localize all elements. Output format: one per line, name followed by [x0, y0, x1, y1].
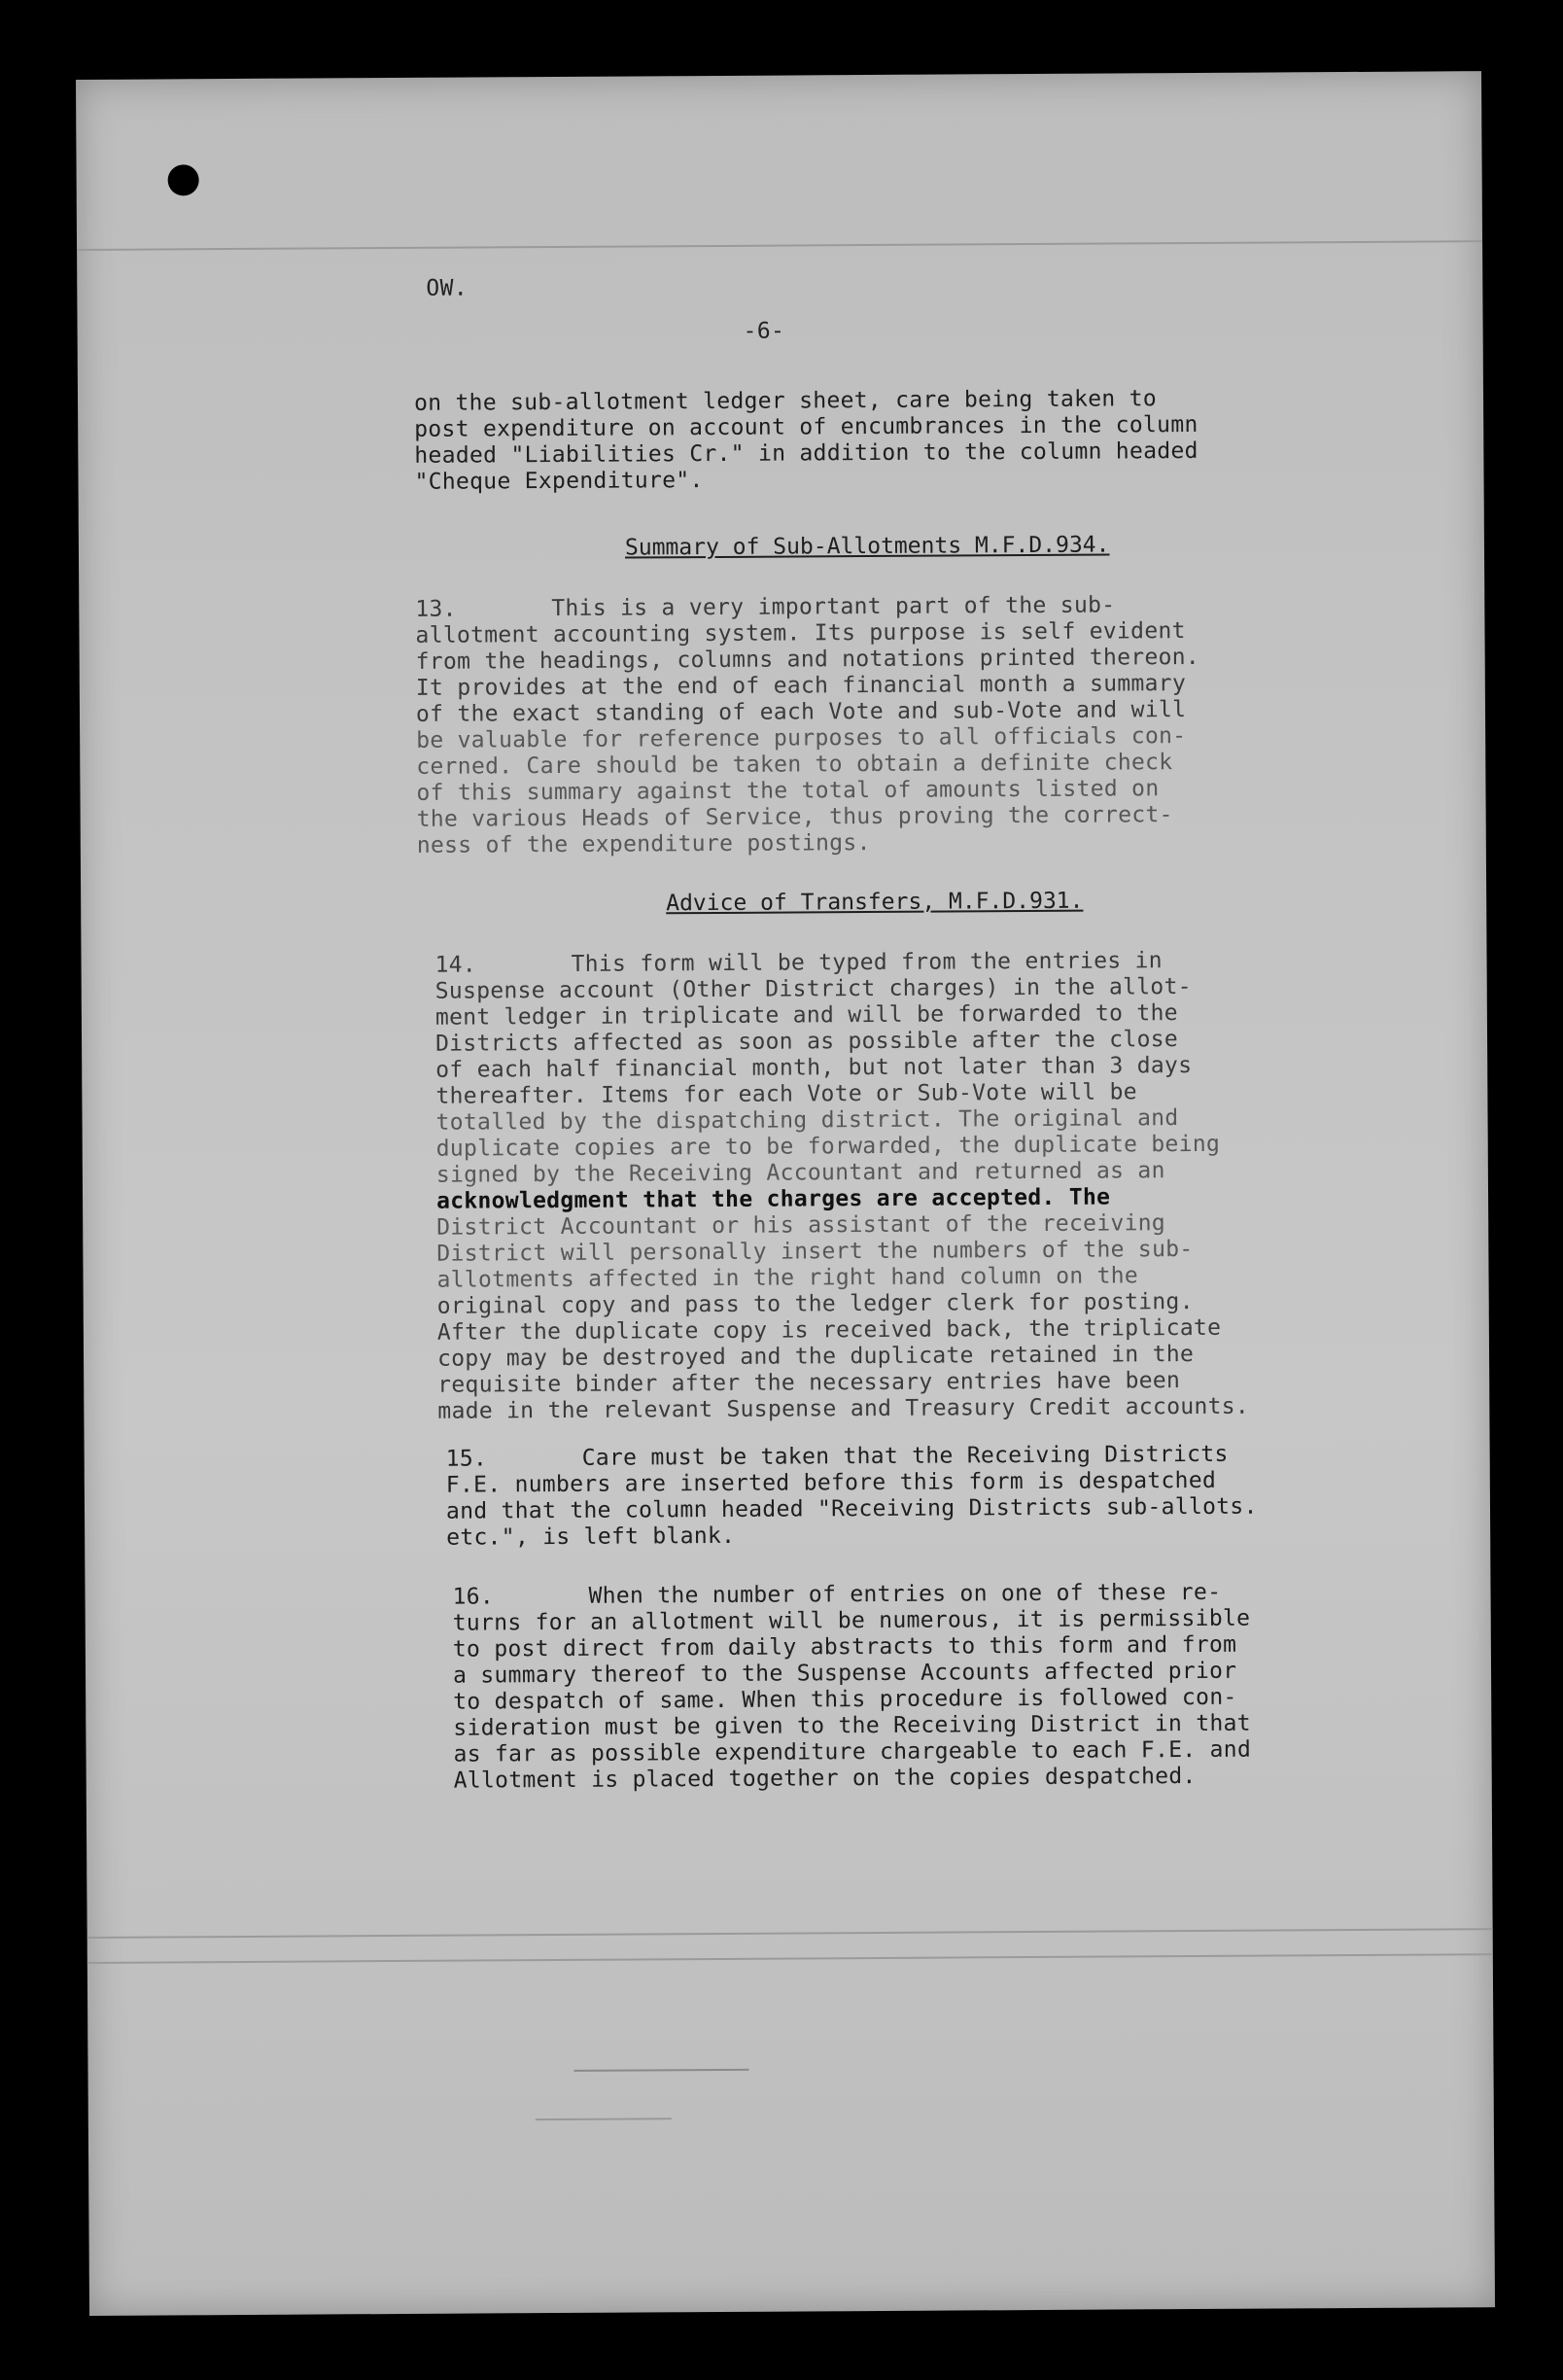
fold-line	[77, 240, 1482, 251]
text-line: ness of the expenditure postings.	[416, 830, 871, 858]
text-line: "Cheque Expenditure".	[414, 468, 704, 495]
fold-line	[87, 1953, 1493, 1964]
text-line: Allotment is placed together on the copies despatched.	[453, 1763, 1197, 1794]
text-line: duplicate copies are to be forwarded, the duplicate being	[435, 1131, 1221, 1162]
section-heading-summary: Summary of Sub-Allotments M.F.D.934.	[624, 532, 1110, 561]
page-number: -6-	[743, 318, 785, 344]
paragraph-number: 13.	[415, 596, 457, 622]
text-line: totalled by the dispatching district. The original and	[435, 1105, 1179, 1136]
paper-sheet	[76, 71, 1495, 2316]
text-line: of this summary against the total of amounts listed on	[416, 776, 1160, 806]
text-line: signed by the Receiving Accountant and returned as an	[435, 1158, 1165, 1188]
text-line: District Accountant or his assistant of the receiving	[436, 1210, 1166, 1241]
text-line: Suspense account (Other District charges) in the allot-	[434, 974, 1192, 1004]
text-line: on the sub-allotment ledger sheet, care being taken to	[413, 386, 1158, 416]
text-line: made in the relevant Suspense and Treasury Credit accounts.	[437, 1393, 1250, 1424]
text-line: It provides at the end of each financial month a summary	[415, 671, 1187, 701]
paragraph-number: 16.	[452, 1584, 495, 1610]
text-line: turns for an allotment will be numerous, it is permissible	[452, 1605, 1251, 1636]
text-line: to post direct from daily abstracts to this form and from	[452, 1631, 1237, 1662]
paragraph-13	[415, 591, 1370, 859]
punch-hole	[168, 164, 199, 195]
text-line: Districts affected as soon as possible after the close	[434, 1027, 1179, 1057]
text-line: Care must be taken that the Receiving Districts	[581, 1441, 1229, 1471]
text-line: thereafter. Items for each Vote or Sub-Vote will be	[435, 1079, 1137, 1109]
text-line: District will personally insert the numbers of the sub-	[436, 1237, 1194, 1267]
paragraph-number: 14.	[434, 952, 477, 978]
text-line: This is a very important part of the sub-	[551, 592, 1116, 622]
text-line: allotment accounting system. Its purpose is self evident	[415, 618, 1186, 648]
text-line: post expenditure on account of encumbrances in the column	[414, 411, 1198, 442]
text-line: headed "Liabilities Cr." in addition to the column headed	[414, 438, 1198, 469]
fold-line	[574, 2069, 749, 2072]
text-line: of the exact standing of each Vote and sub-Vote and will	[415, 697, 1187, 727]
text-line: to despatch of same. When this procedure is followed con-	[453, 1684, 1237, 1715]
text-line: requisite binder after the necessary entries have been	[437, 1368, 1181, 1398]
text-line: sideration must be given to the Receiving District in that	[453, 1710, 1251, 1741]
text-line: as far as possible expenditure chargeable to each F.E. and	[453, 1736, 1252, 1768]
text-line: copy may be destroyed and the duplicate retained in the	[436, 1341, 1195, 1372]
paragraph-15	[446, 1441, 1400, 1552]
text-line: acknowledgment that the charges are accepted. The	[435, 1184, 1111, 1214]
text-line: etc.", is left blank.	[446, 1522, 736, 1551]
text-line: a summary thereof to the Suspense Accounts affected prior	[452, 1658, 1237, 1689]
section-heading-transfers: Advice of Transfers, M.F.D.931.	[666, 888, 1084, 917]
text-line: ment ledger in triplicate and will be forwarded to the	[434, 1000, 1178, 1031]
text-line: of each half financial month, but not later than 3 days	[435, 1053, 1193, 1083]
text-line: After the duplicate copy is received back, the triplicate	[436, 1314, 1222, 1346]
text-line: allotments affected in the right hand column on the	[436, 1263, 1139, 1293]
text-line: be valuable for reference purposes to all officials con-	[416, 723, 1187, 753]
text-line: F.E. numbers are inserted before this form is despatched	[445, 1467, 1217, 1498]
paragraph-number: 15.	[445, 1446, 488, 1472]
text-line: When the number of entries on one of these re-	[588, 1579, 1222, 1609]
fold-line	[87, 1928, 1493, 1939]
paragraph-16	[452, 1579, 1406, 1795]
paragraph-14	[434, 947, 1390, 1425]
text-line: from the headings, columns and notations printed thereon.	[415, 644, 1200, 675]
fold-line	[536, 2118, 672, 2120]
text-line: This form will be typed from the entries in	[571, 948, 1163, 977]
text-line: cerned. Care should be taken to obtain a definite check	[416, 750, 1173, 780]
intro-paragraph	[414, 385, 1368, 496]
text-line: the various Heads of Service, thus proving the correct-	[416, 802, 1173, 832]
text-line: and that the column headed "Receiving Districts sub-allots.	[445, 1493, 1258, 1524]
typist-initials: OW.	[426, 275, 469, 301]
text-line: original copy and pass to the ledger clerk for posting.	[436, 1289, 1194, 1319]
